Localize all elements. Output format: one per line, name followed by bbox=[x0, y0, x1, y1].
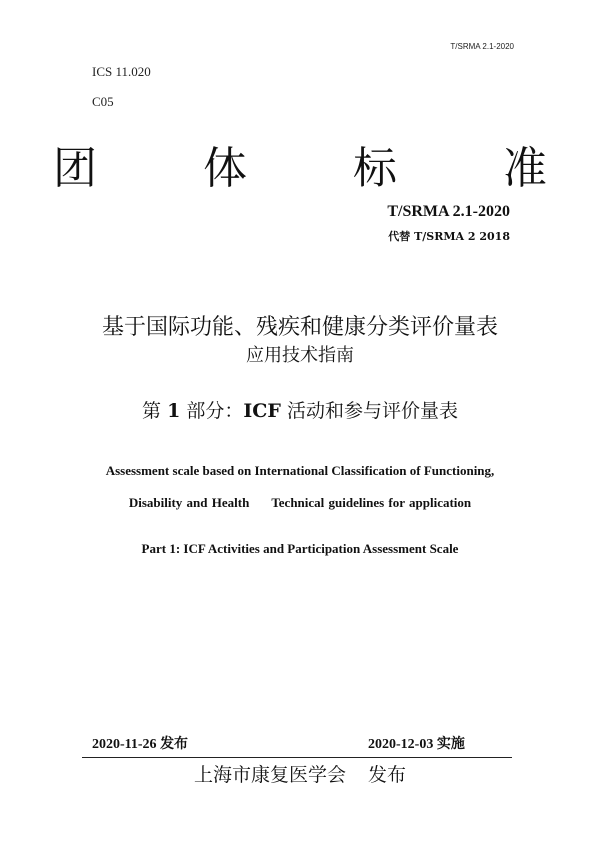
part-icf: ICF bbox=[243, 400, 281, 422]
ics-code: ICS 11.020 bbox=[92, 64, 151, 79]
implement-date-value: 2020-12-03 bbox=[368, 737, 434, 752]
publish-date bbox=[92, 733, 188, 753]
issuer-name: 上海市康复医学会 bbox=[193, 764, 346, 786]
en-title-line2 bbox=[0, 495, 600, 511]
implement-date bbox=[368, 733, 465, 753]
en-part-title: Part 1: ICF Activities and Participation Assessment Scale bbox=[141, 541, 459, 556]
cn-title-line1: 基于国际功能、残疾和健康分类评价量表 bbox=[101, 315, 498, 340]
publish-date-value: 2020-11-26 bbox=[92, 737, 157, 752]
part-prefix: 第 bbox=[142, 400, 162, 422]
replaces-standard: 代替 T/SRMA 2 2018 bbox=[388, 230, 510, 243]
implement-label: 实施 bbox=[436, 737, 465, 752]
en-title-line1: Assessment scale based on International Classification of Functioning, bbox=[105, 463, 495, 478]
en-title-line2b: Technical guidelines for application bbox=[271, 495, 472, 510]
publish-label: 发布 bbox=[160, 737, 189, 752]
part-rest: 活动和参与评价量表 bbox=[286, 400, 458, 422]
standard-number: T/SRMA 2.1-2020 bbox=[387, 203, 510, 220]
footer-divider bbox=[82, 757, 512, 758]
en-title-line2a: Disability and Health bbox=[128, 495, 250, 510]
cn-part-title bbox=[0, 396, 600, 423]
header-doc-code: T/SRMA 2.1-2020 bbox=[450, 42, 514, 51]
part-number: 1 bbox=[167, 400, 181, 422]
issuer bbox=[0, 760, 600, 787]
cn-title-line2: 应用技术指南 bbox=[246, 345, 354, 366]
document-type-title: 团 体 标 准 bbox=[53, 143, 593, 194]
issuer-label: 发布 bbox=[368, 764, 407, 786]
ccs-code: C05 bbox=[92, 94, 114, 109]
part-mid: 部分： bbox=[186, 400, 244, 422]
